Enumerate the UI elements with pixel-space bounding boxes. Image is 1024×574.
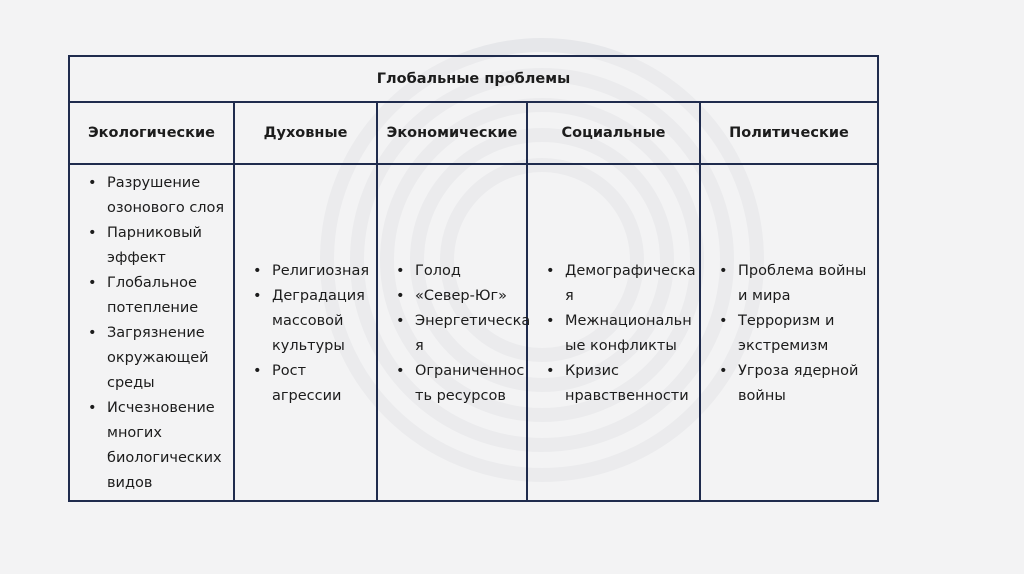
list-item: • Загрязнение окружающей среды: [86, 321, 227, 396]
column-spiritual: [235, 163, 378, 502]
header-economic: Экономические: [378, 101, 528, 163]
header-political: Политические: [701, 101, 877, 163]
bullet-list: [394, 259, 530, 409]
bullet-list: [717, 259, 871, 409]
column-political: [701, 163, 877, 502]
list-item: • Религиозная: [251, 259, 370, 284]
bullet-list: [251, 259, 370, 409]
list-item: • Парниковый эффект: [86, 221, 227, 271]
list-item: • Терроризм и экстремизм: [717, 309, 871, 359]
list-item: • Голод: [394, 259, 530, 284]
list-item: • Исчезновение многих биологических видов: [86, 396, 227, 496]
list-item: • Разрушение озонового слоя: [86, 171, 227, 221]
column-economic: [378, 163, 531, 502]
list-item: • Ограниченнос ть ресурсов: [394, 359, 530, 409]
header-ecological: Экологические: [70, 101, 235, 163]
list-item: • Глобальное потепление: [86, 271, 227, 321]
column-ecological: [70, 163, 235, 502]
bullet-list: [544, 259, 696, 409]
header-spiritual: Духовные: [235, 101, 378, 163]
global-problems-table: [68, 55, 879, 502]
list-item: • Угроза ядерной войны: [717, 359, 871, 409]
list-item: • Рост агрессии: [251, 359, 370, 409]
bullet-list: [86, 171, 227, 496]
list-item: • Энергетическа я: [394, 309, 530, 359]
list-item: • Деградация массовой культуры: [251, 284, 370, 359]
list-item: • Демографическа я: [544, 259, 696, 309]
list-item: • Кризис нравственности: [544, 359, 696, 409]
header-social: Социальные: [528, 101, 701, 163]
column-social: [528, 163, 701, 502]
list-item: • «Север-Юг»: [394, 284, 530, 309]
list-item: • Проблема войны и мира: [717, 259, 871, 309]
table-title: Глобальные проблемы: [376, 71, 571, 87]
list-item: • Межнациональн ые конфликты: [544, 309, 696, 359]
